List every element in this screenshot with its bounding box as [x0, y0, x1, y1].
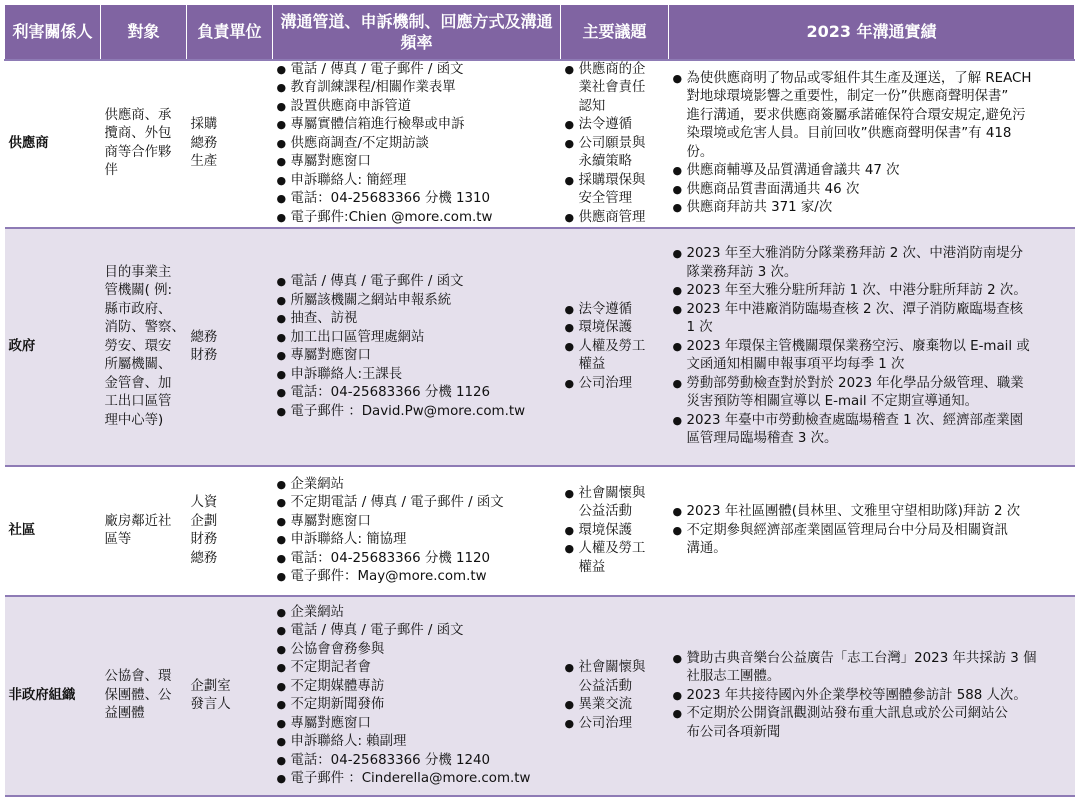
target-cell [101, 596, 187, 796]
result-item [673, 503, 1071, 522]
result-item-line: 社服志工團體。 [686, 669, 781, 685]
result-item-line: 染環境或危害人員。目前回收”供應商聲明保書”有 418 [686, 126, 1012, 142]
target-cell [101, 228, 187, 466]
topic-cell [561, 596, 669, 796]
channel-item: ● 電子郵件 ：David.Pw@more.com.tw [277, 403, 557, 422]
target-line: 勞安、環安 [104, 338, 172, 354]
result-item [673, 687, 1071, 706]
results-cell [669, 60, 1075, 229]
unit-line: 發言人 [190, 697, 231, 712]
table-row [5, 466, 1075, 596]
channel-item: ● 專屬對應窗口 [277, 715, 557, 734]
target-line: 目的事業主 [104, 264, 172, 280]
channel-item: ● 申訴聯絡人: 賴副理 [277, 733, 557, 752]
channel-item: ● 專屬實體信箱進行檢舉或申訴 [277, 116, 557, 135]
topic-item [565, 485, 665, 522]
channel-item: ● 電話 / 傳真 / 電子郵件 / 函文 [277, 273, 557, 292]
channel-item: ● 電話：04-25683366 分機 1126 [277, 384, 557, 403]
result-item-line: 1 次 [686, 320, 713, 336]
unit-line: 總務 [190, 550, 218, 566]
result-item [673, 245, 1071, 282]
channel-item: ● 專屬對應窗口 [277, 513, 557, 532]
unit-cell [187, 60, 273, 229]
table-row [5, 60, 1075, 229]
result-item-line: 區管理局臨場稽查 3 次。 [686, 431, 838, 447]
unit-line: 總務 [190, 135, 218, 151]
result-item-line: ● 贊助古典音樂台公益廣告「志工台灣」2023 年共採訪 3 個 [686, 650, 1037, 666]
target-line: 廠房鄰近社 [104, 513, 172, 529]
target-line: 金管會、加 [104, 375, 172, 391]
topic-item-line: 公益活動 [578, 504, 633, 520]
results-cell [669, 466, 1075, 596]
topic-item-line: ● 採購環保與 [578, 172, 646, 188]
header-results: 2023 年溝通實績 [669, 5, 1075, 60]
topic-item-line: 安全管理 [578, 191, 633, 206]
target-cell [101, 466, 187, 596]
topic-item [565, 659, 665, 696]
channel-item: ● 不定期新聞發佈 [277, 696, 557, 715]
target-line: 供應商、承 [104, 107, 172, 123]
topic-item-line: 權益 [578, 559, 606, 575]
target-line: 縣市政府、 [104, 301, 172, 317]
topic-item-line: 公益活動 [578, 678, 633, 694]
result-item-line: ● 供應商品質書面溝通共 46 次 [686, 181, 860, 197]
stakeholder-cell: 政府 [5, 228, 101, 466]
unit-cell [187, 228, 273, 466]
stakeholder-cell: 社區 [5, 466, 101, 596]
result-item-line: ● 2023 年臺中市勞動檢查處臨場稽查 1 次、經濟部產業園 [686, 412, 1024, 428]
topic-item-line: 認知 [578, 98, 606, 114]
channel-item: ● 電子郵件 ：Cinderella@more.com.tw [277, 770, 557, 789]
topic-item [565, 540, 665, 577]
header-stakeholder: 利害關係人 [5, 5, 101, 60]
channel-cell [273, 596, 561, 796]
topic-item-line: ● 公司治理 [578, 375, 633, 391]
result-item [673, 412, 1071, 449]
result-item-line: 災害預防等相關宣導以 E-mail 不定期宣導通知。 [686, 394, 979, 410]
channel-item: ● 不定期電話 / 傳真 / 電子郵件 / 函文 [277, 494, 557, 513]
result-item-line: ● 不定期參與經濟部產業園區管理局台中分局及相關資訊 [686, 522, 1008, 538]
channel-item: ● 不定期記者會 [277, 659, 557, 678]
unit-line: 生產 [190, 154, 218, 169]
header-row [5, 5, 1075, 60]
table-row [5, 596, 1075, 796]
stakeholder-cell: 供應商 [5, 60, 101, 229]
topic-item-line: ● 環境保護 [578, 522, 633, 538]
result-item-line: ● 2023 年社區團體(員林里、文雅里守望相助隊)拜訪 2 次 [686, 504, 1021, 520]
topic-item-line: ● 人權及勞工 [578, 541, 646, 557]
channel-item: ● 公協會會務參與 [277, 641, 557, 660]
channel-item: ● 教育訓練課程/相關作業表單 [277, 79, 557, 98]
topic-item [565, 696, 665, 715]
channel-item: ● 抽查、訪視 [277, 310, 557, 329]
topic-item [565, 135, 665, 172]
topic-item-line: ● 供應商的企 [578, 61, 646, 77]
topic-cell [561, 466, 669, 596]
target-line: 保團體、公 [104, 687, 172, 703]
unit-line: 企劃 [190, 513, 218, 529]
topic-item-line: ● 公司治理 [578, 715, 633, 731]
result-item-line: 文函通知相關申報事項平均每季 1 次 [686, 357, 905, 373]
channel-item: ● 電話 / 傳真 / 電子郵件 / 函文 [277, 622, 557, 641]
stakeholder-communication-table [4, 4, 1075, 797]
result-item [673, 338, 1071, 375]
result-item-line: ● 供應商輔導及品質溝通會議共 47 次 [686, 163, 900, 179]
result-item [673, 375, 1071, 412]
topic-item [565, 319, 665, 338]
target-line: 所屬機關、 [104, 357, 172, 373]
table-row [5, 228, 1075, 466]
result-item [673, 282, 1071, 301]
channel-cell [273, 466, 561, 596]
target-line: 益團體 [104, 706, 145, 722]
channel-item: ● 電話：04-25683366 分機 1310 [277, 190, 557, 209]
channel-item: ● 電子郵件：May@more.com.tw [277, 568, 557, 587]
topic-item-line: ● 環境保護 [578, 320, 633, 336]
unit-line: 人資 [190, 495, 218, 510]
topic-item-line: ● 供應商管理 [578, 209, 646, 225]
result-item-line: ● 為使供應商明了物品或零組件其生產及運送，了解 REACH [686, 70, 1032, 86]
result-item-line: ● 2023 年至大雅分駐所拜訪 1 次、中港分駐所拜訪 2 次。 [686, 283, 1027, 299]
topic-item [565, 209, 665, 228]
topic-item-line: ● 法令遵循 [578, 117, 633, 132]
target-line: 伴 [104, 163, 118, 179]
result-item-line: 隊業務拜訪 3 次。 [686, 264, 798, 280]
topic-item-line: ● 法令遵循 [578, 301, 633, 317]
channel-item: ● 專屬對應窗口 [277, 153, 557, 172]
target-line: 區等 [104, 532, 132, 547]
result-item-line: ● 不定期於公開資訊觀測站發布重大訊息或於公司網站公 [686, 706, 1008, 722]
channel-item: ● 加工出口區管理處網站 [277, 329, 557, 348]
topic-item [565, 172, 665, 209]
target-line: 工出口區管 [104, 394, 172, 410]
target-line: 理中心等) [104, 412, 164, 428]
channel-item: ● 電話 / 傳真 / 電子郵件 / 函文 [277, 61, 557, 80]
results-cell [669, 228, 1075, 466]
topic-item-line: ● 社會關懷與 [578, 485, 646, 501]
result-item [673, 650, 1071, 687]
unit-cell [187, 466, 273, 596]
channel-item: ● 企業網站 [277, 604, 557, 623]
stakeholder-cell: 非政府組織 [5, 596, 101, 796]
unit-line: 財務 [190, 532, 218, 547]
header-channel: 溝通管道、申訴機制、回應方式及溝通頻率 [273, 5, 561, 60]
topic-item [565, 522, 665, 541]
result-item-line: ● 2023 年至大雅消防分隊業務拜訪 2 次、中港消防南堤分 [686, 246, 1024, 262]
channel-item: ● 電子郵件:Chien @more.com.tw [277, 209, 557, 228]
topic-item [565, 338, 665, 375]
channel-item: ● 申訴聯絡人:王課長 [277, 366, 557, 385]
result-item-line: ● 2023 年環保主管機關環保業務空污、廢棄物以 E-mail 或 [686, 338, 1030, 354]
target-line: 商等合作夥 [104, 144, 172, 160]
channel-item: ● 電話：04-25683366 分機 1120 [277, 550, 557, 569]
header-unit: 負責單位 [187, 5, 273, 60]
results-cell [669, 596, 1075, 796]
result-item-line: ● 2023 年中港廠消防臨場查核 2 次、潭子消防廠臨場查核 [686, 301, 1024, 317]
channel-item: ● 企業網站 [277, 476, 557, 495]
unit-line: 財務 [190, 348, 218, 363]
topic-item-line: 業社會責任 [578, 80, 646, 95]
unit-line: 企劃室 [190, 678, 231, 694]
unit-cell [187, 596, 273, 796]
topic-cell [561, 228, 669, 466]
result-item [673, 181, 1071, 200]
target-cell [101, 60, 187, 229]
result-item-line: ● 2023 年共接待國內外企業學校等團體參訪計 588 人次。 [686, 687, 1027, 703]
header-topic: 主要議題 [561, 5, 669, 60]
channel-item: ● 專屬對應窗口 [277, 347, 557, 366]
topic-item-line: ● 公司願景與 [578, 135, 646, 151]
topic-item-line: ● 社會關懷與 [578, 660, 646, 675]
channel-item: ● 不定期媒體專訪 [277, 678, 557, 697]
result-item [673, 705, 1071, 742]
target-line: 消防、警察、 [104, 320, 185, 336]
topic-item-line: 權益 [578, 357, 606, 373]
result-item [673, 199, 1071, 218]
target-line: 公協會、環 [104, 669, 172, 685]
channel-item: ● 電話：04-25683366 分機 1240 [277, 752, 557, 771]
topic-item-line: 永續策略 [578, 154, 633, 169]
result-item [673, 301, 1071, 338]
target-line: 攬商、外包 [104, 126, 172, 142]
channel-cell [273, 228, 561, 466]
channel-cell [273, 60, 561, 229]
channel-item: ● 設置供應商申訴管道 [277, 98, 557, 117]
topic-item [565, 715, 665, 734]
topic-item-line: ● 人權及勞工 [578, 338, 646, 354]
unit-line: 採購 [190, 117, 218, 132]
topic-item-line: ● 異業交流 [578, 697, 633, 712]
topic-cell [561, 60, 669, 229]
result-item-line: ● 供應商拜訪共 371 家/次 [686, 200, 833, 216]
topic-item [565, 116, 665, 135]
target-line: 管機關( 例: [104, 283, 173, 299]
header-target: 對象 [101, 5, 187, 60]
topic-item [565, 61, 665, 117]
result-item-line: 溝通。 [686, 541, 727, 557]
result-item [673, 162, 1071, 181]
topic-item [565, 375, 665, 394]
result-item [673, 522, 1071, 559]
channel-item: ● 供應商調查/不定期訪談 [277, 135, 557, 154]
unit-line: 總務 [190, 329, 218, 345]
result-item-line: 份。 [686, 144, 714, 160]
result-item-line: ● 勞動部勞動檢查對於對於 2023 年化學品分級管理、職業 [686, 375, 1024, 391]
channel-item: ● 申訴聯絡人: 簡經理 [277, 172, 557, 191]
result-item [673, 70, 1071, 163]
result-item-line: 布公司各項新聞 [686, 724, 781, 740]
result-item-line: 對地球環境影響之重要性，制定一份”供應商聲明保書” [686, 89, 1009, 105]
channel-item: ● 申訴聯絡人: 簡協理 [277, 531, 557, 550]
channel-item: ● 所屬該機關之網站申報系統 [277, 292, 557, 311]
topic-item [565, 301, 665, 320]
result-item-line: 進行溝通，要求供應商簽屬承諾確保符合環安規定,避免污 [686, 107, 1026, 123]
